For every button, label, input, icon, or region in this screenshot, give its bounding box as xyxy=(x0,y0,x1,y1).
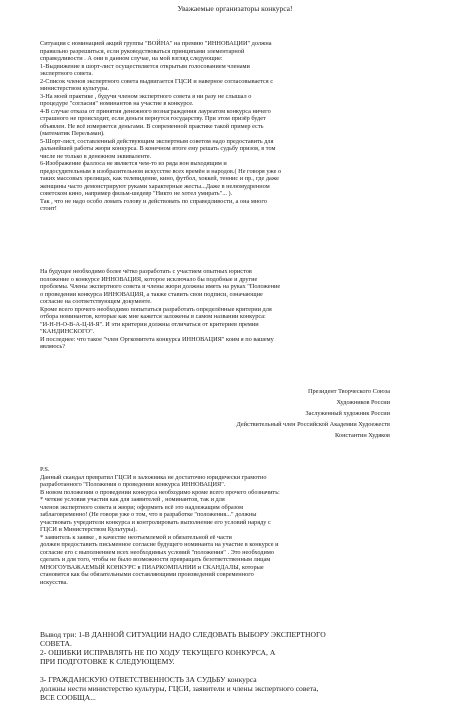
intro-block xyxy=(40,40,440,213)
text-line: проблемы. Члены экспертного совета и члены жюри должны иметь на руках "Положение xyxy=(40,283,281,290)
text-line: являюсь? xyxy=(40,343,65,350)
text-line: В новом положении о проведении конкурса необходимо кроме всего прочего обозначить: xyxy=(40,488,280,496)
text-line: Данный скандал превратил ГЦСИ в заложника не достаточно юридически грамотно xyxy=(40,473,267,481)
text-line: положение о конкурсе ИННОВАЦИЯ, которое исключало бы подобные и другие xyxy=(40,275,258,283)
text-line: "И-Н-Н-О-В-А-Ц-И-Я". И эти критерии должны отличаться от критериев премии xyxy=(40,320,259,328)
text-line: ПРИ ПОДГОТОВКЕ К СЛЕДУЮЩЕМУ. xyxy=(40,657,175,666)
text-line: ВСЕ СООБЩА... xyxy=(40,693,96,702)
text-line: женщины часто демонстрируют руками характерные жесты...Даже в нелюмудренном xyxy=(40,182,270,190)
text-line: становятся как бы обязательными составляющими произведений современного xyxy=(40,571,254,578)
signature-line: Действительный член Российской Академии Худоежеств xyxy=(236,421,390,428)
text-line: дальнейшей работы жюри конкурса. В конечном итоге ему решать судьбу призов, в том xyxy=(40,145,276,152)
text-line: числе не только в денежном эквиваленте. xyxy=(40,152,152,160)
text-line: справедливости . А они в данном случае, на мой взгляд следующие: xyxy=(40,55,223,62)
text-line: министерством культуры. xyxy=(40,85,110,92)
text-line: страшного не происходит, если деньги вернутся государству. При этом призёр будет xyxy=(40,115,266,122)
signature-line: Художников России xyxy=(336,399,390,406)
text-line: ГЦСИ и Министерством Культуры). xyxy=(40,526,137,533)
text-line: отбора номинантов, которые как мне кажется заложены в самом названии конкурса: xyxy=(40,313,266,320)
text-line: МНОГОУВАЖАЕМЫЙ КОНКУРС в ПИАРКОМПАНИИ и СКАНДАЛЫ, которые xyxy=(40,563,264,571)
text-line: Так , что не надо особо ломать голову и действовать по справедливости, а она много xyxy=(40,197,267,205)
ps-block xyxy=(40,466,440,586)
signature-line: Заслуженный художник России xyxy=(305,410,390,417)
text-line xyxy=(40,666,440,675)
text-line: 2-Список членов экспертного совета выдвигается ГЦСИ и наверное согласовывается с xyxy=(40,77,273,85)
text-line: согласие его с выполнением всех необходимых условий "положения" . Это необходимо xyxy=(40,548,274,556)
text-line: сделать и для того, чтобы не было возможности превращать безответственным лицам xyxy=(40,556,271,563)
signature-name: Константин Худяков xyxy=(335,432,390,439)
text-line: СОВЕТА. xyxy=(40,639,72,648)
text-line: 3-На моей практике , будучи членом экспертного совета я ни разу не слышал о xyxy=(40,92,252,100)
text-line: P.S. xyxy=(40,466,50,473)
text-line: 6-Изображение фаллоса не является чем-то из ряда вон выходящим и xyxy=(40,160,227,167)
text-line: таких массовых зрелищах, как телевидение, кино, футбол, хоккей, теннис и пр., где даже xyxy=(40,175,279,182)
text-line: участвовать учредители конкурса и контролировать выполнение его условий наряду с xyxy=(40,518,271,526)
text-line: "КАНДИНСКОГО". xyxy=(40,328,95,335)
text-line: членов экспертного совета и жюри; оформить всё это надлежащим образом xyxy=(40,503,244,511)
text-line: процедуре "согласия" номинантов на участие в конкурсе. xyxy=(40,100,194,107)
text-line: заблаговременно! (Не говоря уже о том, что в разработке "положения..." должны xyxy=(40,511,257,518)
text-line: Ситуация с номинацией акций группы "ВОЙНА" на премию "ИННОВАЦИИ" должна xyxy=(40,40,272,47)
signature-block xyxy=(160,386,390,441)
text-line: разработанного "Положения о проведении конкурса ИННОВАЦИЯ". xyxy=(40,481,226,488)
text-line: согласие на соответствующем документе. xyxy=(40,298,152,305)
text-line: предосудительным в изобразительном искусстве всех времён и народов.( Не говоря уже о xyxy=(40,167,282,175)
text-line: советском кино, например фильм-шедевр "Никто не хотел умирать"... ). xyxy=(40,190,233,197)
text-line: На будущее необходимо более чётко разработать с участием опытных юристов xyxy=(40,268,252,275)
text-line: (математик Перельман). xyxy=(40,130,105,137)
text-line: объявлен. Не всё измеряется деньгами. В современной практике такой пример есть xyxy=(40,122,264,130)
text-line: о проведении конкурса ИННОВАЦИЯ, а также ставить свои подписи, означающие xyxy=(40,290,263,298)
text-line: 3- ГРАЖДАНСКУЮ ОТВЕТСТВЕННОСТЬ ЗА СУДЬБУ конкурса xyxy=(40,675,257,684)
text-line: искусства. xyxy=(40,578,68,586)
text-line: И последнее: что такое "член Оргкомитета конкурса ИННОВАЦИЯ" коим я по вашему xyxy=(40,335,274,343)
text-line: * заявитель к заявке , в качестве неотъемлемой и обязательной её части xyxy=(40,533,232,541)
letter-title: Уважаемые организаторы конкурса! xyxy=(177,4,293,13)
text-line: 5-Шорт-лист, составленный действующим экспертным советом надо предоставить для xyxy=(40,137,274,145)
text-line: Вывод три: 1-В ДАННОЙ СИТУАЦИИ НАДО СЛЕДОВАТЬ ВЫБОРУ ЭКСПЕРТНОГО xyxy=(40,630,326,639)
text-line: Кроме всего прочего необходимо попытаться разработать определённые критерии для xyxy=(40,305,272,313)
text-line: должен предоставить письменное согласие будущего номинанта на участие в конкурсе и xyxy=(40,541,279,548)
future-block xyxy=(40,268,440,351)
text-line: правильно разрешиться, если руководствоваться принципами элементарной xyxy=(40,47,245,55)
text-line: должны нести министерство культуры, ГЦСИ, заявители и члены экспертного совета, xyxy=(40,684,319,693)
text-line: * четкие условия участия как для заявителей , номинантов, так и для xyxy=(40,496,225,503)
text-line: экспертного совета. xyxy=(40,70,93,77)
conclusions-block xyxy=(40,630,440,702)
text-line: 4-В случае отказа от принятия денежного вознаграждения лауреатом конкурса ничего xyxy=(40,107,271,115)
text-line: стоит! xyxy=(40,205,57,212)
text-line: 1-Выдвижение в шорт-лист осуществляется открытым голосованием членами xyxy=(40,62,250,70)
text-line: 2- ОШИБКИ ИСПРАВЛЯТЬ НЕ ПО ХОДУ ТЕКУЩЕГО КОНКУРСА, А xyxy=(40,648,276,657)
signature-line: Президент Творческого Союза xyxy=(307,388,390,395)
